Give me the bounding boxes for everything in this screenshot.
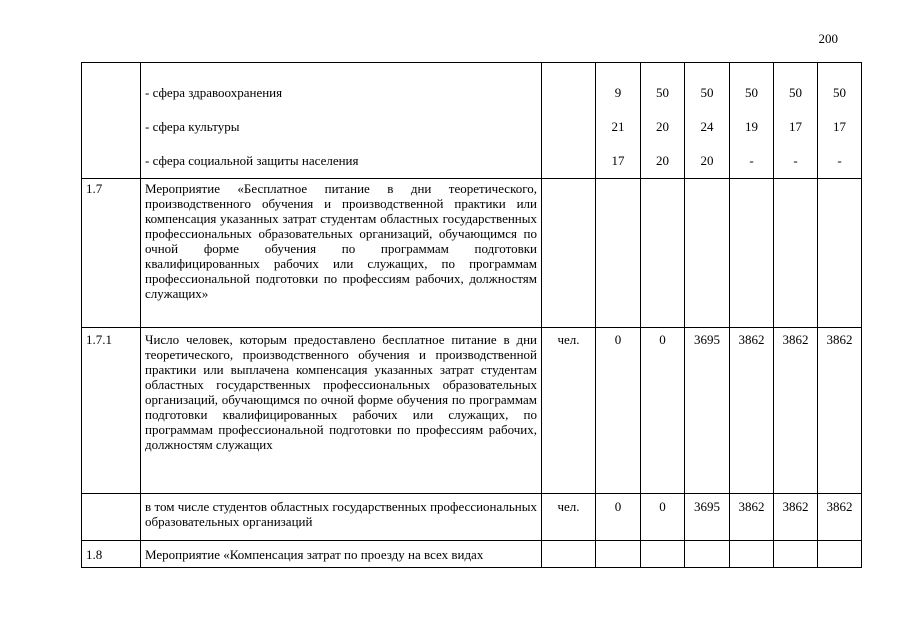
value-cell — [641, 541, 685, 568]
value-cell: 50 17 - — [818, 63, 862, 179]
value-cell: 50 24 20 — [685, 63, 730, 179]
value-cell: 50 17 - — [774, 63, 818, 179]
value-cell: 3862 — [774, 328, 818, 494]
table-row — [82, 494, 862, 541]
value-cell — [685, 179, 730, 328]
row-number: 1.7.1 — [82, 328, 141, 494]
unit-cell — [542, 63, 596, 179]
value-cell — [641, 179, 685, 328]
value-cell: 0 — [596, 328, 641, 494]
unit-cell: чел. — [542, 494, 596, 541]
page-number: 200 — [818, 31, 838, 46]
value-cell: 3862 — [730, 328, 774, 494]
value-cell — [730, 541, 774, 568]
value-cell: 3862 — [818, 328, 862, 494]
table-row — [82, 179, 862, 328]
value-cell: 0 — [641, 328, 685, 494]
value-cell — [596, 541, 641, 568]
value-cell: 50 20 20 — [641, 63, 685, 179]
value-cell: 0 — [641, 494, 685, 541]
row-description: Число человек, которым предоставлено бесплатное питание в дни теоретического, производственного обучения и производственной практики или выплачена компенсация указанных затрат студентам областных государственных профессиональных образовательных организаций, обучающимся по очной форме обучения по программам подготовки квалифицированных рабочих или служащих, по программам профессиональной подготовки по профессиям рабочих, должностям служащих — [141, 328, 542, 494]
list-item: - сфера культуры — [145, 119, 240, 134]
row-number — [82, 63, 141, 179]
value-cell: 50 19 - — [730, 63, 774, 179]
value-cell — [596, 179, 641, 328]
value-cell: 3862 — [774, 494, 818, 541]
row-number: 1.8 — [82, 541, 141, 568]
unit-cell — [542, 179, 596, 328]
value-cell — [774, 541, 818, 568]
value-cell: 0 — [596, 494, 641, 541]
row-number: 1.7 — [82, 179, 141, 328]
row-description: в том числе студентов областных государственных профессиональных образовательных организаций — [141, 494, 542, 541]
row-description — [141, 63, 542, 179]
value-cell — [818, 179, 862, 328]
table-row — [82, 63, 862, 179]
value-cell: 9 21 17 — [596, 63, 641, 179]
list-item: - сфера социальной защиты населения — [145, 153, 359, 168]
value-cell: 3862 — [730, 494, 774, 541]
list-item: - сфера здравоохранения — [145, 85, 283, 100]
value-cell — [774, 179, 818, 328]
row-number — [82, 494, 141, 541]
table-row — [82, 328, 862, 494]
row-description: Мероприятие «Бесплатное питание в дни теоретического, производственного обучения и производственной практики или компенсация указанных затрат студентам областных государственных профессиональных образовательных организаций, обучающимся по очной форме обучения по программам подготовки квалифицированных рабочих или служащих, по программам профессиональной подготовки по профессиям рабочих, должностям служащих» — [141, 179, 542, 328]
value-cell: 3695 — [685, 328, 730, 494]
plan-table — [81, 62, 862, 568]
value-cell — [685, 541, 730, 568]
table-row — [82, 541, 862, 568]
value-cell: 3695 — [685, 494, 730, 541]
value-cell — [730, 179, 774, 328]
unit-cell: чел. — [542, 328, 596, 494]
row-description: Мероприятие «Компенсация затрат по проезду на всех видах — [141, 541, 542, 568]
value-cell: 3862 — [818, 494, 862, 541]
value-cell — [818, 541, 862, 568]
unit-cell — [542, 541, 596, 568]
